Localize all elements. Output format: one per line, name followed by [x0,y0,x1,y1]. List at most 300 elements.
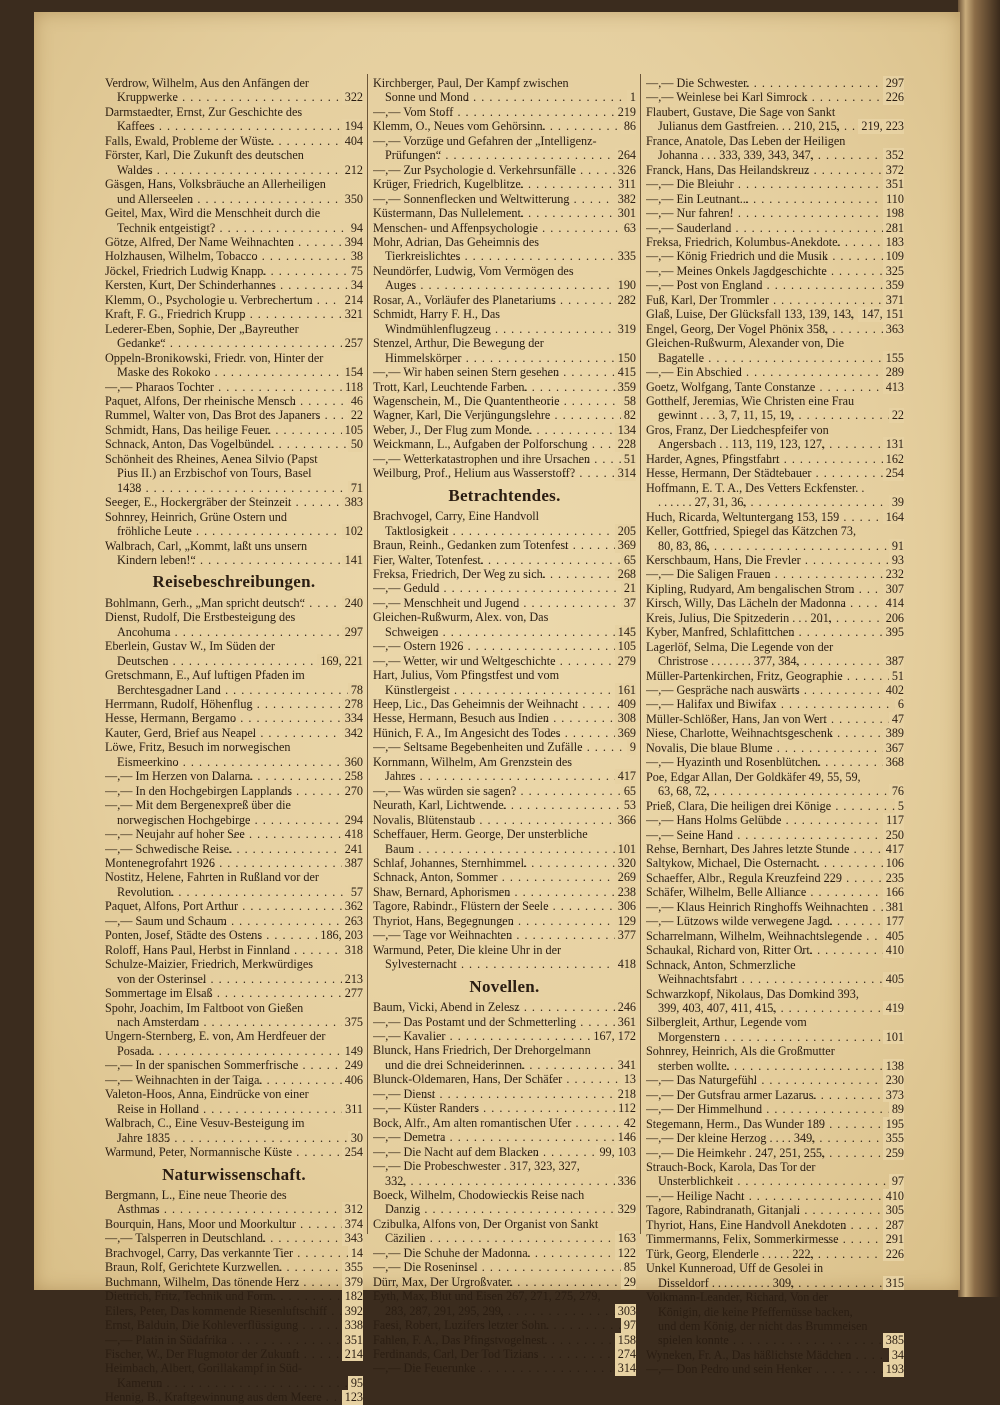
entry-page-numbers: 228 [615,437,636,451]
index-entry [646,871,904,885]
index-entry [373,1246,636,1260]
index-entry [105,1347,363,1361]
entry-title: —,— In den Hochgebirgen Lapplands . . . [105,784,292,798]
entry-title: Sohnrey, Heinrich, Grüne Ostern und fröhliche Leute . . . [105,510,287,538]
index-entry [646,669,904,683]
index-entry [105,423,363,437]
index-entry [105,914,363,928]
entry-title: Franck, Hans, Das Heilandskreuz . . . [646,163,809,177]
entry-page-numbers: 392 [342,1304,363,1318]
entry-title: Buchmann, Wilhelm, Das tönende Herz . . . [105,1275,299,1289]
index-entry [373,177,636,191]
index-entry [646,900,904,914]
entry-title: —,— Nur fahren! . . . [646,206,734,220]
entry-title: Stenzel, Arthur, Die Bewegung der Himmelskörper . . . [373,336,544,364]
entry-page-numbers: 418 [615,957,636,971]
entry-title: Gäsgen, Hans, Volksbräuche an Allerheiligen und Allerseelen . . . [105,177,326,205]
entry-title: Braun, Reinh., Gedanken zum Totenfest . . . [373,538,569,552]
entry-title: Freksa, Friedrich, Kolumbus-Anekdote. . . . [646,235,841,249]
index-entry [373,408,636,422]
entry-title: Baum, Vicki, Abend in Zelesz . . . [373,1000,520,1014]
index-entry [646,1102,904,1116]
index-entry [105,1304,363,1318]
entry-title: —,— Vom Stoff . . . [373,105,453,119]
index-entry [105,740,363,769]
index-entry [646,640,904,669]
entry-title: Blunck, Hans Friedrich, Der Drehorgelmann und die drei Schneiderinnen. . . . [373,1043,591,1071]
index-entry [105,134,363,148]
entry-page-numbers: 268 [615,567,636,581]
entry-page-numbers: 363 [883,322,904,336]
entry-title: Kauter, Gerd, Brief aus Neapel . . . [105,726,256,740]
index-entry [373,567,636,581]
entry-page-numbers: 355 [342,1260,363,1274]
entry-title: Weickmann, L., Aufgaben der Polforschung . . . [373,437,588,451]
entry-title: Dienst, Rudolf, Die Erstbesteigung des Ancohuma . . . [105,610,295,638]
entry-page-numbers: 282 [615,293,636,307]
entry-title: Niese, Charlotte, Weihnachtsgeschenk . . . [646,726,833,740]
index-entry [646,914,904,928]
index-entry [373,105,636,119]
entry-page-numbers: 311 [615,177,636,191]
entry-title: Neundörfer, Ludwig, Vom Vermögen des Auges . . . [373,264,574,292]
entry-page-numbers: 190 [615,278,636,292]
index-entry [373,221,636,235]
index-entry [646,452,904,466]
entry-title: Roloff, Hans Paul, Herbst in Finnland . . . [105,943,290,957]
entry-title: Weilburg, Prof., Helium aus Wasserstoff? . . . [373,466,575,480]
entry-page-numbers: 336 [615,1174,636,1188]
entry-title: Kipling, Rudyard, Am bengalischen Strom . . . [646,582,855,596]
index-entry [105,1145,363,1159]
index-entry [646,799,904,813]
index-entry [373,711,636,725]
index-entry [373,668,636,697]
entry-page-numbers: 58 [621,394,636,408]
entry-page-numbers: 367 [883,741,904,755]
entry-page-numbers: 105 [615,639,636,653]
index-entry [646,813,904,827]
entry-page-numbers: 385 [883,1333,904,1347]
entry-title: —,— Die Roseninsel . . . [373,1260,478,1274]
entry-title: —,— Die Saligen Frauen . . . [646,567,771,581]
index-entry [646,423,904,452]
entry-title: Küstermann, Das Nullelement. . . . [373,206,524,220]
index-entry [646,177,904,191]
entry-title: Kerschbaum, Hans, Die Frevler . . . [646,553,801,567]
index-entry [646,1015,904,1044]
entry-page-numbers: 46 [348,394,363,408]
entry-page-numbers: 410 [883,1189,904,1203]
index-entry [373,639,636,653]
entry-title: —,— Das Postamt und der Schmetterling . . . [373,1015,576,1029]
entry-page-numbers: 419 [883,1001,904,1015]
entry-title: Dürr, Max, Der Urgroßvater. . . . [373,1275,513,1289]
entry-page-numbers: 359 [883,278,904,292]
entry-title: Bourquin, Hans, Moor und Moorkultur . . . [105,1217,296,1231]
entry-page-numbers: 29 [621,1275,636,1289]
entry-title: Klemm, O., Psychologie u. Verbrechertum . . . [105,293,313,307]
entry-title: Kraft, F. G., Friedrich Krupp . . . [105,307,246,321]
entry-page-numbers: 21 [621,581,636,595]
entry-title: Novalis, Blütenstaub . . . [373,813,475,827]
entry-page-numbers: 319 [615,322,636,336]
index-entry [105,264,363,278]
entry-page-numbers: 362 [342,899,363,913]
index-entry [105,452,363,495]
entry-page-numbers: 213 [342,972,363,986]
index-entry [646,90,904,104]
entry-page-numbers: 71 [348,481,363,495]
entry-page-numbers: 101 [883,1030,904,1044]
book-binding-edge [958,0,1000,1297]
index-entry [373,856,636,870]
entry-page-numbers: 167, 172 [590,1029,636,1043]
index-entry [373,943,636,972]
entry-title: Fahlen, F. A., Das Pfingstvogelnest. . . . [373,1333,548,1347]
entry-page-numbers: 297 [883,76,904,90]
entry-title: —,— Wetterkatastrophen und ihre Ursachen . . . [373,452,590,466]
entry-page-numbers: 312 [342,1202,363,1216]
entry-title: Walbrach, C., Eine Vesuv-Besteigung im Jahre 1835 . . . [105,1116,305,1144]
entry-title: Rehse, Bernhart, Des Jahres letzte Stunde . . . [646,842,849,856]
entry-page-numbers: 359 [615,380,636,394]
index-entry [105,177,363,206]
index-entry [373,206,636,220]
entry-title: Strauch-Bock, Karola, Das Tor der Unsterblichkeit . . . [646,1160,816,1188]
index-entry [105,1289,363,1303]
entry-title: Diettrich, Fritz, Technik und Form. . . . [105,1289,276,1303]
index-entry [373,870,636,884]
index-entry [105,668,363,697]
entry-title: Shaw, Bernard, Aphorismen . . . [373,885,510,899]
entry-page-numbers: 95 [348,1376,363,1390]
index-entry [105,394,363,408]
entry-title: Schmidt, Harry F. H., Das Windmühlenflugzeug . . . [373,307,500,335]
entry-page-numbers: 374 [342,1217,363,1231]
entry-page-numbers: 166 [883,885,904,899]
entry-page-numbers: 269 [615,870,636,884]
entry-title: Wagner, Karl, Die Verjüngungslehre . . . [373,408,550,422]
index-entry [373,394,636,408]
entry-title: Kornmann, Wilhelm, Am Grenzstein des Jahres . . . [373,755,572,783]
index-entry [105,1275,363,1289]
entry-title: —,— König Friedrich und die Musik . . . [646,249,828,263]
entry-page-numbers: 257 [342,336,363,350]
entry-page-numbers: 382 [615,192,636,206]
entry-page-numbers: 259 [883,1146,904,1160]
entry-title: Engel, Georg, Der Vogel Phönix 358, . . . [646,322,828,336]
entry-page-numbers: 13 [621,1072,636,1086]
entry-title: Hünich, F. A., Im Angesicht des Todes . . . [373,726,561,740]
entry-page-numbers: 322 [342,90,363,104]
index-entry [105,1361,363,1390]
index-entry [105,1260,363,1274]
entry-title: Hoffmann, E. T. A., Des Vetters Eckfenster. . . . . . . . 27, 31, 36, . . . [646,481,864,509]
entry-title: Novalis, Die blaue Blume . . . [646,741,773,755]
entry-title: Wyneken, Fr. A., Das häßlichste Mädchen . . . [646,1348,851,1362]
index-entry [373,307,636,336]
entry-title: —,— Platin in Südafrika . . . [105,1333,227,1347]
entry-page-numbers: 230 [883,1073,904,1087]
index-entry [373,1318,636,1332]
entry-page-numbers: 118 [342,380,363,394]
entry-page-numbers: 352 [883,148,904,162]
index-entry [646,697,904,711]
index-entry [646,828,904,842]
entry-page-numbers: 50 [348,437,363,451]
entry-page-numbers: 75 [348,264,363,278]
entry-title: —,— Schwedische Reise. . . . [105,842,232,856]
index-entry [646,163,904,177]
entry-page-numbers: 387 [883,654,904,668]
index-entry [105,510,363,539]
index-entry [373,380,636,394]
index-entry [105,842,363,856]
index-entry [646,842,904,856]
entry-page-numbers: 57 [348,885,363,899]
entry-page-numbers: 182 [342,1289,363,1303]
entry-page-numbers: 1 [627,90,636,104]
index-entry [373,163,636,177]
entry-page-numbers: 9 [627,740,636,754]
index-entry [646,278,904,292]
entry-title: France, Anatole, Das Leben der Heiligen Johanna . . . 333, 339, 343, 347, . . . [646,134,845,162]
entry-page-numbers: 112 [615,1101,636,1115]
entry-page-numbers: 65 [621,784,636,798]
index-entry [646,293,904,307]
entry-page-numbers: 372 [883,163,904,177]
entry-title: Kersten, Kurt, Der Schinderhannes . . . [105,278,276,292]
index-entry [105,1001,363,1030]
entry-page-numbers: 38 [348,249,363,263]
entry-page-numbers: 154 [342,365,363,379]
entry-page-numbers: 131 [883,437,904,451]
entry-page-numbers: 238 [615,885,636,899]
entry-page-numbers: 414 [883,596,904,610]
entry-page-numbers: 395 [883,625,904,639]
entry-page-numbers: 338 [342,1318,363,1332]
entry-page-numbers: 47 [889,712,904,726]
index-entry [646,567,904,581]
entry-page-numbers: 417 [883,842,904,856]
entry-title: Schaeffer, Albr., Regula Kreuzfeind 229 . . . [646,871,842,885]
entry-page-numbers: 381 [883,900,904,914]
entry-page-numbers: 198 [883,206,904,220]
index-entry [373,1188,636,1217]
entry-page-numbers: 289 [883,365,904,379]
entry-page-numbers: 413 [883,380,904,394]
entry-title: —,— Ein Leutnant... . . . [646,192,749,206]
entry-title: Jöckel, Friedrich Ludwig Knapp. . . . [105,264,266,278]
index-entry [373,1289,636,1318]
entry-page-numbers: 39 [889,495,904,509]
index-entry [373,1087,636,1101]
entry-page-numbers: 417 [615,769,636,783]
entry-title: —,— Menschheit und Jugend . . . [373,596,519,610]
index-entry [646,1131,904,1145]
entry-page-numbers: 334 [342,711,363,725]
entry-page-numbers: 405 [883,972,904,986]
index-entry [646,929,904,943]
entry-page-numbers: 169, 221 [317,654,363,668]
entry-title: Weber, J., Der Flug zum Monde. . . . [373,423,532,437]
entry-page-numbers: 279 [615,654,636,668]
entry-title: Heep, Lic., Das Geheimnis der Weihnacht . . . [373,697,578,711]
index-entry [105,495,363,509]
entry-page-numbers: 321 [342,307,363,321]
entry-page-numbers: 89 [889,1102,904,1116]
index-entry [105,105,363,134]
entry-title: Falls, Ewald, Probleme der Wüste. . . . [105,134,274,148]
entry-page-numbers: 301 [615,206,636,220]
index-entry [646,726,904,740]
entry-title: Paquet, Alfons, Der rheinische Mensch . . . [105,394,296,408]
entry-title: Ferdinands, Carl, Der Tod Tizians . . . [373,1347,538,1361]
entry-page-numbers: 366 [615,813,636,827]
index-entry [105,1087,363,1116]
entry-page-numbers: 37 [621,596,636,610]
index-entry [646,885,904,899]
entry-page-numbers: 97 [621,1318,636,1332]
index-entry [373,1130,636,1144]
index-entry [105,726,363,740]
entry-title: Thyriot, Hans, Eine Handvoll Anekdoten . . . [646,1218,846,1232]
entry-title: Gleichen-Rußwurm, Alex. von, Das Schweigen . . . [373,610,548,638]
entry-page-numbers: 106 [883,856,904,870]
entry-title: Flaubert, Gustave, Die Sage von Sankt Julianus dem Gastfreien. . . 210, 215, . . . [646,105,840,133]
index-entry [105,899,363,913]
entry-title: Silbergleit, Arthur, Legende vom Morgenstern . . . [646,1015,807,1043]
entry-title: Paquet, Alfons, Port Arthur . . . [105,899,238,913]
entry-page-numbers: 65 [621,553,636,567]
entry-page-numbers: 311 [342,1102,363,1116]
entry-page-numbers: 53 [621,798,636,812]
entry-title: Schlaf, Johannes, Sternhimmel. . . . [373,856,527,870]
entry-page-numbers: 42 [621,1116,636,1130]
entry-title: Fuß, Karl, Der Trommler . . . [646,293,769,307]
entry-page-numbers: 86 [621,119,636,133]
entry-page-numbers: 254 [342,1145,363,1159]
entry-title: —,— Heilige Nacht . . . [646,1189,745,1203]
entry-page-numbers: 149 [342,1044,363,1058]
index-entry [373,1015,636,1029]
entry-title: Seeger, E., Hockergräber der Steinzeit . . . [105,495,291,509]
index-entry [373,235,636,264]
entry-title: Tagore, Rabindr., Flüstern der Seele . . . [373,899,548,913]
index-entry [646,322,904,336]
entry-page-numbers: 22 [348,408,363,422]
entry-page-numbers: 240 [342,596,363,610]
entry-title: —,— Demetra . . . [373,1130,445,1144]
index-entry [646,1073,904,1087]
entry-title: —,— Sauderland . . . [646,221,731,235]
entry-page-numbers: 158 [615,1333,636,1347]
entry-page-numbers: 342 [342,726,363,740]
index-entry [646,1218,904,1232]
entry-page-numbers: 93 [889,553,904,567]
entry-title: —,— Die Schwester. . . . [646,76,750,90]
entry-title: —,— Lützows wilde verwegene Jagd. . . . [646,914,833,928]
entry-page-numbers: 22 [889,408,904,422]
index-entry [373,452,636,466]
index-entry [105,1333,363,1347]
entry-title: Trott, Karl, Leuchtende Farben. . . . [373,380,528,394]
entry-title: Schäfer, Wilhelm, Belle Alliance . . . [646,885,806,899]
index-entry [105,697,363,711]
entry-page-numbers: 373 [883,1088,904,1102]
index-entry [646,481,904,510]
entry-title: Ponten, Josef, Städte des Ostens . . . [105,928,262,942]
entry-title: Warmund, Peter, Die kleine Uhr in der Sylvesternacht . . . [373,943,561,971]
entry-title: Bock, Alfr., Am alten romantischen Ufer . . . [373,1116,571,1130]
index-entry [105,293,363,307]
entry-title: Heimbach, Albert, Gorillakampf in Süd-Kamerun . . . [105,1361,302,1389]
entry-page-numbers: 82 [621,408,636,422]
index-entry [373,1260,636,1274]
entry-title: Oppeln-Bronikowski, Friedr. von, Hinter der Maske des Rokoko . . . [105,351,323,379]
entry-title: Förster, Karl, Die Zukunft des deutschen Waldes . . . [105,148,304,176]
entry-title: Mohr, Adrian, Das Geheimnis des Tierkreislichtes . . . [373,235,539,263]
entry-title: —,— Klaus Heinrich Ringhoffs Weihnachten . . . [646,900,868,914]
entry-page-numbers: 94 [348,221,363,235]
entry-page-numbers: 249 [342,1058,363,1072]
entry-title: Keller, Gottfried, Spiegel das Kätzchen 73, 80, 83, 86, . . . [646,524,856,552]
entry-page-numbers: 278 [342,697,363,711]
entry-title: —,— Wir haben seinen Stern gesehen . . . [373,365,559,379]
entry-title: Holzhausen, Wilhelm, Tobacco . . . [105,249,258,263]
entry-page-numbers: 246 [615,1000,636,1014]
index-entry [105,769,363,783]
entry-page-numbers: 308 [615,711,636,725]
entry-title: Poe, Edgar Allan, Der Goldkäfer 49, 55, 59, 63, 68, 72, . . . [646,770,861,798]
entry-page-numbers: 214 [342,1347,363,1361]
entry-page-numbers: 350 [342,192,363,206]
entry-title: —,— Saum und Schaum . . . [105,914,227,928]
entry-title: —,— Gespräche nach auswärts . . . [646,683,800,697]
entry-page-numbers: 212 [342,163,363,177]
index-entry [646,1362,904,1376]
entry-title: Schwarzkopf, Nikolaus, Das Domkind 393, 399, 403, 407, 411, 415, . . . [646,987,859,1015]
index-entry [105,235,363,249]
entry-page-numbers: 206 [883,611,904,625]
index-entry [373,697,636,711]
index-entry [105,870,363,899]
entry-page-numbers: 389 [883,726,904,740]
entry-title: Krüger, Friedrich, Kugelblitze. . . . [373,177,524,191]
entry-page-numbers: 155 [883,351,904,365]
entry-page-numbers: 34 [348,278,363,292]
index-entry [373,1145,636,1159]
entry-page-numbers: 219, 223 [858,119,904,133]
entry-title: Goetz, Wolfgang, Tante Constanze . . . [646,380,815,394]
index-entry [373,1043,636,1072]
entry-page-numbers: 30 [348,1131,363,1145]
entry-page-numbers: 218 [615,1087,636,1101]
index-entry [646,596,904,610]
index-entry [373,134,636,163]
entry-page-numbers: 402 [883,683,904,697]
entry-title: —,— Talsperren in Deutschland. . . . [105,1231,266,1245]
entry-page-numbers: 361 [615,1015,636,1029]
index-entry [646,524,904,553]
entry-title: —,— Die Probeschwester . 317, 323, 327, 332, . . . [373,1159,580,1187]
index-entry [373,538,636,552]
index-entry [105,784,363,798]
entry-page-numbers: 343 [342,1231,363,1245]
entry-title: Sommertage im Elsaß . . . [105,986,213,1000]
index-entry [646,192,904,206]
